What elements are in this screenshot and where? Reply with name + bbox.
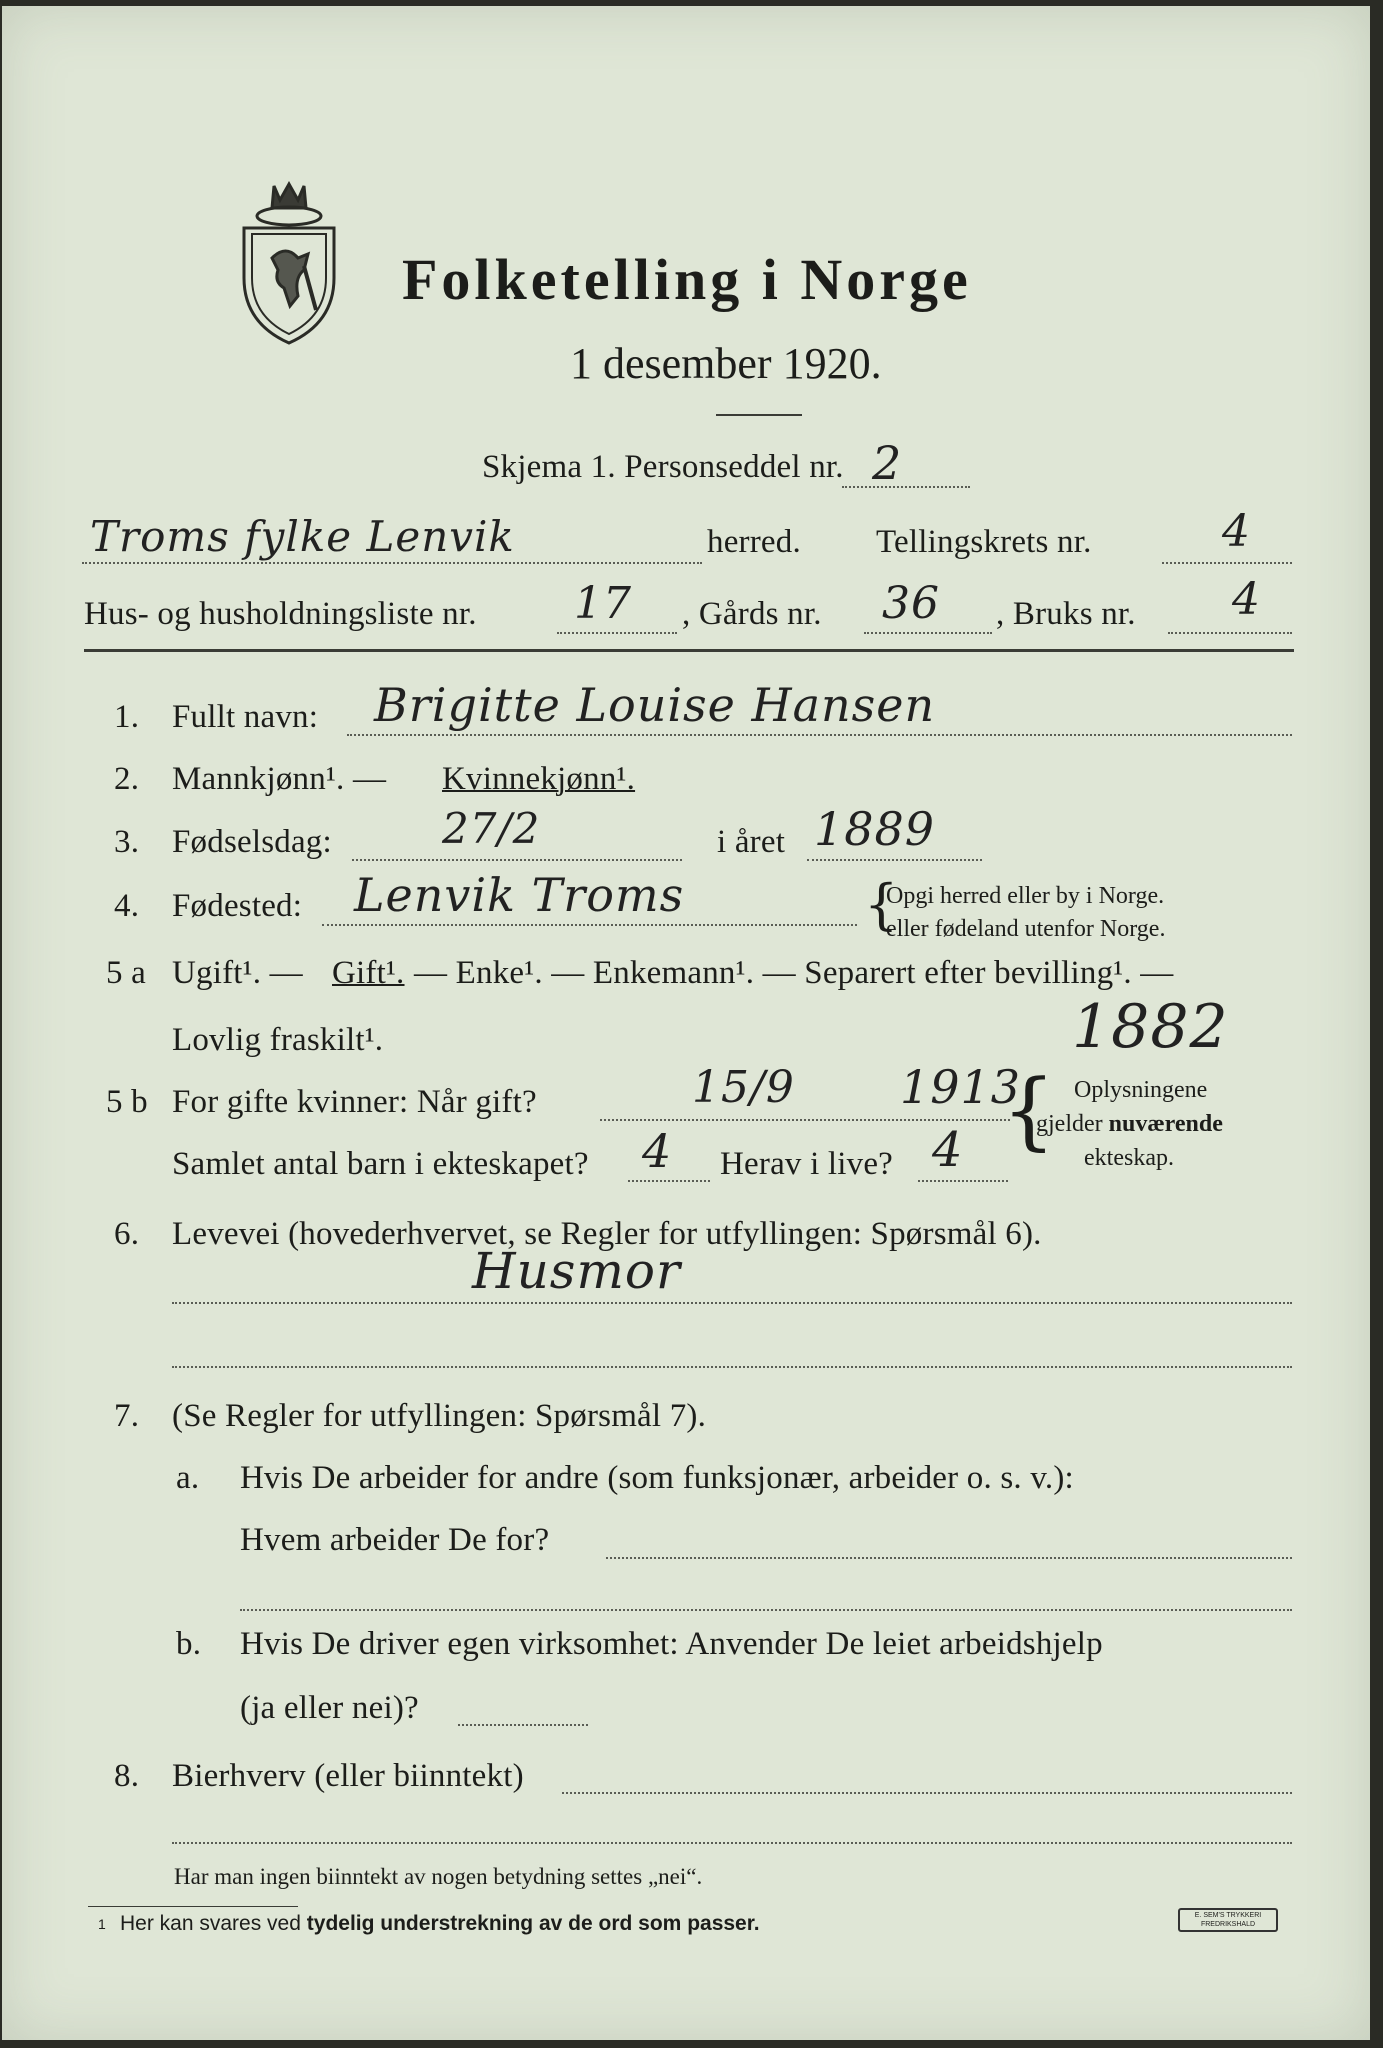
krets-line — [1162, 562, 1292, 564]
hus-label: Hus- og husholdningsliste nr. — [84, 596, 477, 632]
birthplace-value[interactable]: Lenvik Troms — [354, 868, 685, 922]
margin-year-annotation[interactable]: 1882 — [1072, 992, 1229, 1062]
birthdate-value[interactable]: 27/2 — [442, 804, 541, 853]
q7-label: (Se Regler for utfyllingen: Spørsmål 7). — [172, 1398, 707, 1434]
q5b-note-2a: gjelder — [1036, 1111, 1103, 1137]
q7-number: 7. — [114, 1398, 140, 1434]
gards-value[interactable]: 36 — [882, 578, 940, 629]
q5b-line — [600, 1119, 1010, 1121]
herred-label: herred. — [707, 524, 801, 560]
q6-line-1 — [172, 1302, 1292, 1304]
q5b-number: 5 b — [106, 1084, 148, 1120]
q5a-unmarried-option[interactable]: Ugift¹. — — [172, 955, 303, 991]
marriage-date-value[interactable]: 15/9 — [692, 1062, 795, 1113]
q1-label: Fullt navn: — [172, 699, 319, 735]
alive-label: Herav i live? — [720, 1146, 894, 1182]
marriage-year-value[interactable]: 1913 — [900, 1060, 1022, 1114]
q3-number: 3. — [114, 824, 140, 860]
q7a-sub-label: Hvem arbeider De for? — [240, 1522, 550, 1558]
q5b-note-2b: nuværende — [1108, 1111, 1223, 1137]
q5b-label: For gifte kvinner: Når gift? — [172, 1084, 537, 1120]
q4-line — [322, 924, 857, 926]
q4-number: 4. — [114, 888, 140, 924]
children-label: Samlet antal barn i ekteskapet? — [172, 1146, 589, 1182]
gards-line — [864, 632, 992, 634]
q7b-label: Hvis De driver egen virksomhet: Anvender De leiet arbeidshjelp — [240, 1626, 1103, 1662]
q7a-line-2 — [240, 1609, 1292, 1611]
bruks-value[interactable]: 4 — [1232, 574, 1261, 625]
footnote-text-a: Her kan svares ved — [120, 1912, 301, 1935]
q2-female-option-selected[interactable]: Kvinnekjønn¹. — [442, 761, 636, 797]
q5b-note-1: Oplysningene — [1074, 1077, 1208, 1103]
form-title: Folketelling i Norge — [402, 247, 972, 312]
q1-line — [347, 734, 1292, 736]
coat-of-arms-icon — [234, 178, 344, 348]
q6-label: Levevei (hovederhvervet, se Regler for utfyllingen: Spørsmål 6). — [172, 1216, 1042, 1252]
q3-label: Fødselsdag: — [172, 824, 332, 860]
section-rule — [84, 649, 1294, 652]
full-name-value[interactable]: Brigitte Louise Hansen — [374, 678, 936, 732]
q7b-line — [458, 1724, 588, 1726]
q6-number: 6. — [114, 1216, 140, 1252]
q6-line-2 — [172, 1366, 1292, 1368]
gards-label: , Gårds nr. — [682, 596, 822, 632]
footnote-number: 1 — [98, 1916, 106, 1932]
q5a-other-options[interactable]: — Enke¹. — Enkemann¹. — Separert efter bevilling¹. — — [414, 955, 1174, 991]
printer-stamp-line-2: FREDRIKSHALD — [1200, 1921, 1256, 1928]
q5b-brace: { — [1002, 1061, 1056, 1159]
footnote-text-c: ord som passer. — [598, 1912, 760, 1935]
q8-line-2 — [172, 1842, 1292, 1844]
schema-value[interactable]: 2 — [872, 436, 903, 490]
q5a-number: 5 a — [106, 955, 146, 991]
q7a-line-1 — [606, 1557, 1292, 1559]
q4-note-1: Opgi herred eller by i Norge. — [886, 883, 1165, 909]
occupation-value[interactable]: Husmor — [472, 1242, 681, 1300]
census-date: 1 desember 1920. — [570, 339, 882, 388]
footnote-text — [120, 1912, 760, 1936]
printer-stamp — [1178, 1908, 1278, 1932]
printer-stamp-line-1: E. SEM'S TRYKKERI — [1194, 1912, 1262, 1919]
q4-note-2: eller fødeland utenfor Norge. — [886, 916, 1166, 942]
herred-value[interactable]: Troms fylke Lenvik — [90, 512, 515, 561]
children-value[interactable]: 4 — [642, 1124, 673, 1178]
q7b-sub-label: (ja eller nei)? — [240, 1690, 419, 1726]
q8-number: 8. — [114, 1758, 140, 1794]
alive-value[interactable]: 4 — [932, 1122, 964, 1178]
q3-year-label: i året — [717, 824, 786, 860]
q5a-divorced-option[interactable]: Lovlig fraskilt¹. — [172, 1022, 384, 1058]
hus-value[interactable]: 17 — [574, 578, 632, 629]
footnote-text-b: tydelig understrekning av de — [306, 1912, 593, 1935]
birth-year-value[interactable]: 1889 — [814, 802, 936, 856]
children-line — [628, 1180, 710, 1182]
biinntekt-note: Har man ingen biinntekt av nogen betydning settes „nei“. — [174, 1864, 703, 1889]
bruks-label: , Bruks nr. — [996, 596, 1136, 632]
q4-label: Fødested: — [172, 888, 303, 924]
q4-brace: { — [864, 873, 899, 936]
herred-line — [82, 562, 702, 564]
bruks-line — [1168, 632, 1292, 634]
hus-line — [557, 632, 677, 634]
q8-label: Bierhverv (eller biinntekt) — [172, 1758, 524, 1794]
title-divider — [716, 414, 802, 416]
alive-line — [918, 1180, 1008, 1182]
q5b-note-2 — [1036, 1108, 1223, 1141]
footnote-rule — [88, 1906, 298, 1907]
schema-line — [842, 486, 970, 488]
schema-label: Skjema 1. Personseddel nr. — [482, 449, 844, 485]
krets-value[interactable]: 4 — [1222, 506, 1251, 557]
census-form-page — [2, 6, 1370, 2040]
q8-line-1 — [562, 1792, 1292, 1794]
krets-label: Tellingskrets nr. — [876, 524, 1092, 560]
q5a-married-option-selected[interactable]: Gift¹. — [332, 955, 405, 991]
q2-male-option[interactable]: Mannkjønn¹. — — [172, 761, 387, 797]
q1-number: 1. — [114, 699, 140, 735]
q3-line — [352, 859, 682, 861]
q3-year-line — [807, 859, 982, 861]
q5b-note-3: ekteskap. — [1084, 1145, 1174, 1171]
q7a-label: Hvis De arbeider for andre (som funksjonær, arbeider o. s. v.): — [240, 1460, 1074, 1496]
q2-number: 2. — [114, 761, 140, 797]
q7b-letter: b. — [176, 1626, 202, 1662]
q7a-letter: a. — [176, 1460, 200, 1496]
